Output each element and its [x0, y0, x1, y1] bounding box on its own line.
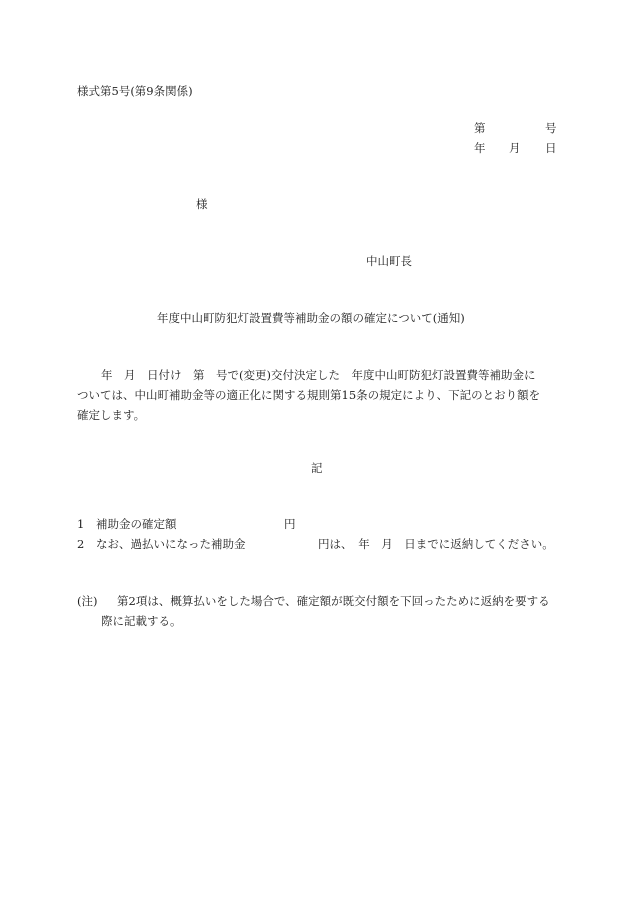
note-line-1: 第2項は、概算払いをした場合で、確定額が既交付額を下回ったために返納を要する	[117, 594, 550, 608]
date-day: 日	[545, 141, 557, 155]
item-2-number: 2	[77, 537, 85, 551]
item-1-label: 補助金の確定額	[96, 517, 177, 531]
item-2-text-a: なお、過払いになった補助金	[96, 537, 246, 551]
date-year: 年	[474, 141, 486, 155]
note-line-2: 際に記載する。	[101, 614, 182, 628]
item-1-unit: 円	[284, 517, 296, 531]
body-line-1: 年 月 日付け 第 号で(変更)交付決定した 年度中山町防犯灯設置費等補助金に	[101, 368, 536, 382]
issuer-name: 中山町長	[366, 254, 412, 268]
note-label: (注)	[77, 594, 98, 608]
recipient-suffix: 様	[196, 197, 208, 211]
form-label: 様式第5号(第9条関係)	[77, 84, 193, 98]
doc-number-prefix: 第	[474, 121, 486, 135]
ki-heading: 記	[311, 461, 323, 475]
body-line-3: 確定します。	[77, 408, 146, 422]
body-paragraph	[77, 365, 567, 425]
item-1-number: 1	[77, 517, 85, 531]
body-line-2: ついては、中山町補助金等の適正化に関する規則第15条の規定により、下記のとおり額を	[77, 388, 541, 402]
item-2-text-b: 円は、 年 月 日までに返納してください。	[318, 537, 554, 551]
date-month: 月	[509, 141, 521, 155]
document-title: 年度中山町防犯灯設置費等補助金の額の確定について(通知)	[157, 311, 465, 325]
doc-number-suffix: 号	[545, 121, 557, 135]
